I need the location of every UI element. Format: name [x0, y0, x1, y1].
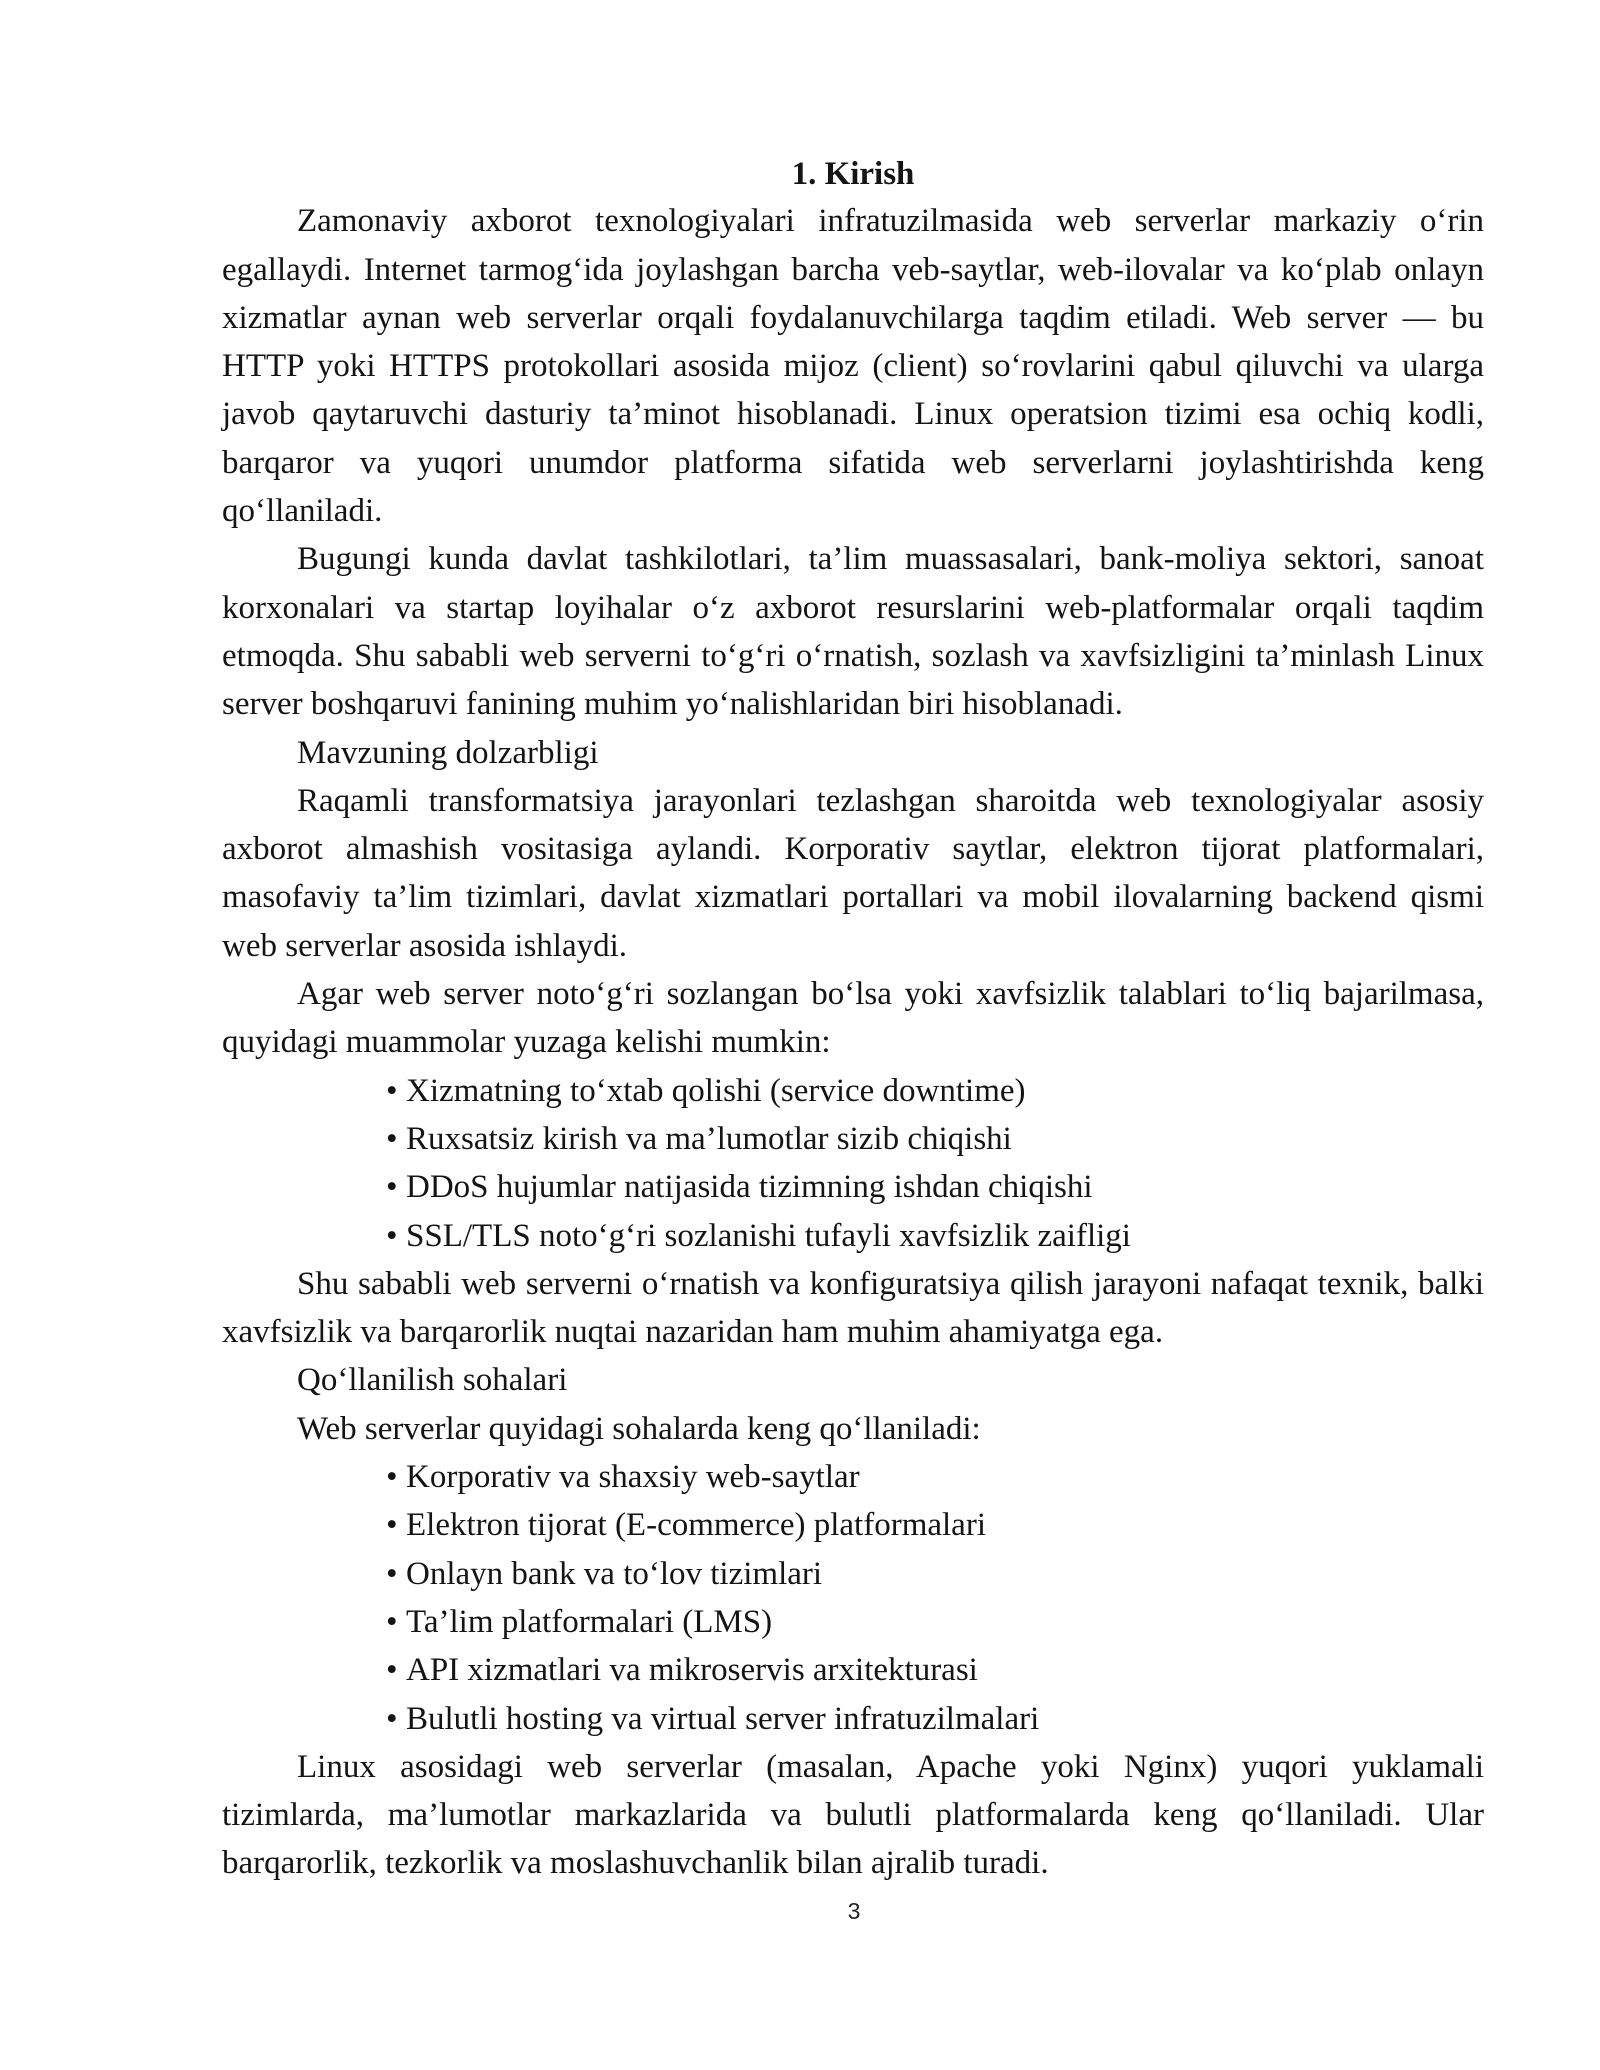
list-item: • Ta’lim platformalari (LMS)	[386, 1598, 1484, 1646]
list-item: • DDoS hujumlar natijasida tizimning ishdan chiqishi	[386, 1163, 1484, 1211]
bullet-icon: •	[386, 1217, 398, 1254]
section-heading: 1. Kirish	[791, 156, 915, 192]
bullet-icon: •	[386, 1700, 398, 1737]
page-number: 3	[847, 1898, 861, 1924]
problems-list	[222, 1067, 1484, 1260]
relevance-paragraph-3: Shu sababli web serverni o‘rnatish va konfiguratsiya qilish jarayoni nafaqat texnik, balki xavfsizlik va barqarorlik nuqtai nazaridan ham muhim ahamiyatga ega.	[222, 1265, 1484, 1351]
list-item: • Ruxsatsiz kirish va ma’lumotlar sizib chiqishi	[386, 1115, 1484, 1163]
bullet-icon: •	[386, 1169, 398, 1206]
intro-paragraph-2: Bugungi kunda davlat tashkilotlari, ta’lim muassasalari, bank-moliya sektori, sanoat korxonalari va startap loyihalar o‘z axborot resurslarini web-platformalar orqali taqdim etmoqda. Shu sababli web serverni to‘g‘ri o‘rnatish, sozlash va xavfsizligini ta’minlash Linux server boshqaruvi fanining muhim yo‘nalishlaridan biri hisoblanadi.	[222, 541, 1484, 723]
list-item: • Onlayn bank va to‘lov tizimlari	[386, 1550, 1484, 1598]
relevance-subheading: Mavzuning dolzarbligi	[297, 734, 599, 771]
list-item: • Korporativ va shaxsiy web-saytlar	[386, 1453, 1484, 1501]
usage-areas-list	[222, 1453, 1484, 1743]
bullet-icon: •	[386, 1459, 398, 1496]
bullet-icon: •	[386, 1603, 398, 1640]
list-item: • Elektron tijorat (E-commerce) platformalari	[386, 1501, 1484, 1549]
list-item: • Xizmatning to‘xtab qolishi (service downtime)	[386, 1067, 1484, 1115]
bullet-icon: •	[386, 1555, 398, 1592]
bullet-icon: •	[386, 1072, 398, 1109]
document-page	[222, 150, 1484, 1888]
bullet-icon: •	[386, 1652, 398, 1689]
usage-intro: Web serverlar quyidagi sohalarda keng qo‘llaniladi:	[297, 1410, 981, 1447]
usage-subheading: Qo‘llanilish sohalari	[297, 1362, 568, 1399]
list-item: • Bulutli hosting va virtual server infratuzilmalari	[386, 1695, 1484, 1743]
bullet-icon: •	[386, 1120, 398, 1157]
list-item: • SSL/TLS noto‘g‘ri sozlanishi tufayli xavfsizlik zaifligi	[386, 1212, 1484, 1260]
relevance-paragraph-2: Agar web server noto‘g‘ri sozlangan bo‘lsa yoki xavfsizlik talablari to‘liq bajarilmasa, quyidagi muammolar yuzaga kelishi mumkin:	[222, 976, 1484, 1061]
relevance-paragraph-1: Raqamli transformatsiya jarayonlari tezlashgan sharoitda web texnologiyalar asosiy axborot almashish vositasiga aylandi. Korporativ saytlar, elektron tijorat platformalari, masofaviy ta’lim tizimlari, davlat xizmatlari portallari va mobil ilovalarning backend qismi web serverlar asosida ishlaydi.	[222, 782, 1484, 964]
bullet-icon: •	[386, 1507, 398, 1544]
intro-paragraph-1: Zamonaviy axborot texnologiyalari infratuzilmasida web serverlar markaziy o‘rin egallaydi. Internet tarmog‘ida joylashgan barcha veb-saytlar, web-ilovalar va ko‘plab onlayn xizmatlar aynan web serverlar orqali foydalanuvchilarga taqdim etiladi. Web server — bu HTTP yoki HTTPS protokollari asosida mijoz (client) so‘rovlarini qabul qiluvchi va ularga javob qaytaruvchi dasturiy ta’minot hisoblanadi. Linux operatsion tizimi esa ochiq kodli, barqaror va yuqori unumdor platforma sifatida web serverlarni joylashtirishda keng qo‘llaniladi.	[222, 203, 1484, 530]
usage-closing-paragraph: Linux asosidagi web serverlar (masalan, Apache yoki Nginx) yuqori yuklamali tizimlarda, ma’lumotlar markazlarida va bulutli platformalarda keng qo‘llaniladi. Ular barqarorlik, tezkorlik va moslashuvchanlik bilan ajralib turadi.	[222, 1748, 1484, 1882]
list-item: • API xizmatlari va mikroservis arxitekturasi	[386, 1646, 1484, 1694]
